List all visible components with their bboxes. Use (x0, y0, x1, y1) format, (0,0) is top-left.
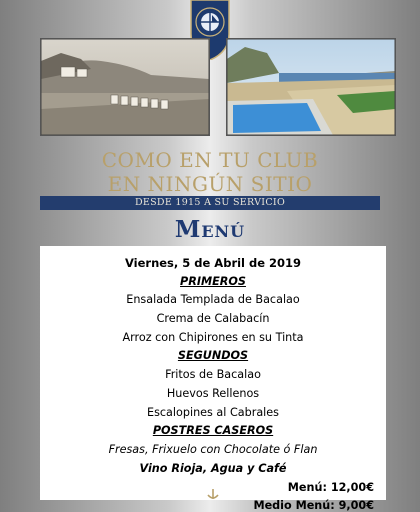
dish-item: Huevos Rellenos (166, 387, 260, 400)
slogan-line-1: COMO EN TU CLUB (101, 148, 319, 172)
small-anchor-icon (205, 489, 221, 500)
dish-item: Ensalada Templada de Bacalao (126, 293, 300, 306)
section-heading-primeros: PRIMEROS (180, 275, 246, 288)
since-1915-banner: DESDE 1915 A SU SERVICIO (40, 196, 380, 210)
half-menu-price: Medio Menú: 9,00€ (253, 499, 374, 512)
historic-beach-photo (40, 38, 210, 136)
dish-item: Arroz con Chipirones en su Tinta (122, 331, 304, 344)
menu-card (40, 246, 386, 512)
menu-date: Viernes, 5 de Abril de 2019 (124, 256, 302, 270)
dish-item: Crema de Calabacín (156, 312, 270, 325)
slogan-line-2: EN NINGÚN SITIO (107, 172, 313, 196)
section-heading-postres: POSTRES CASEROS (152, 424, 274, 437)
menu-title: Menú (174, 216, 246, 243)
dish-item: Escalopines al Cabrales (147, 406, 279, 419)
full-menu-price: Menú: 12,00€ (287, 481, 374, 494)
dessert-item: Fresas, Frixuelo con Chocolate ó Flan (108, 443, 318, 456)
dish-item: Fritos de Bacalao (165, 368, 261, 381)
drinks-line: Vino Rioja, Agua y Café (139, 462, 287, 475)
section-heading-segundos: SEGUNDOS (177, 349, 249, 362)
modern-pool-photo (226, 38, 396, 136)
